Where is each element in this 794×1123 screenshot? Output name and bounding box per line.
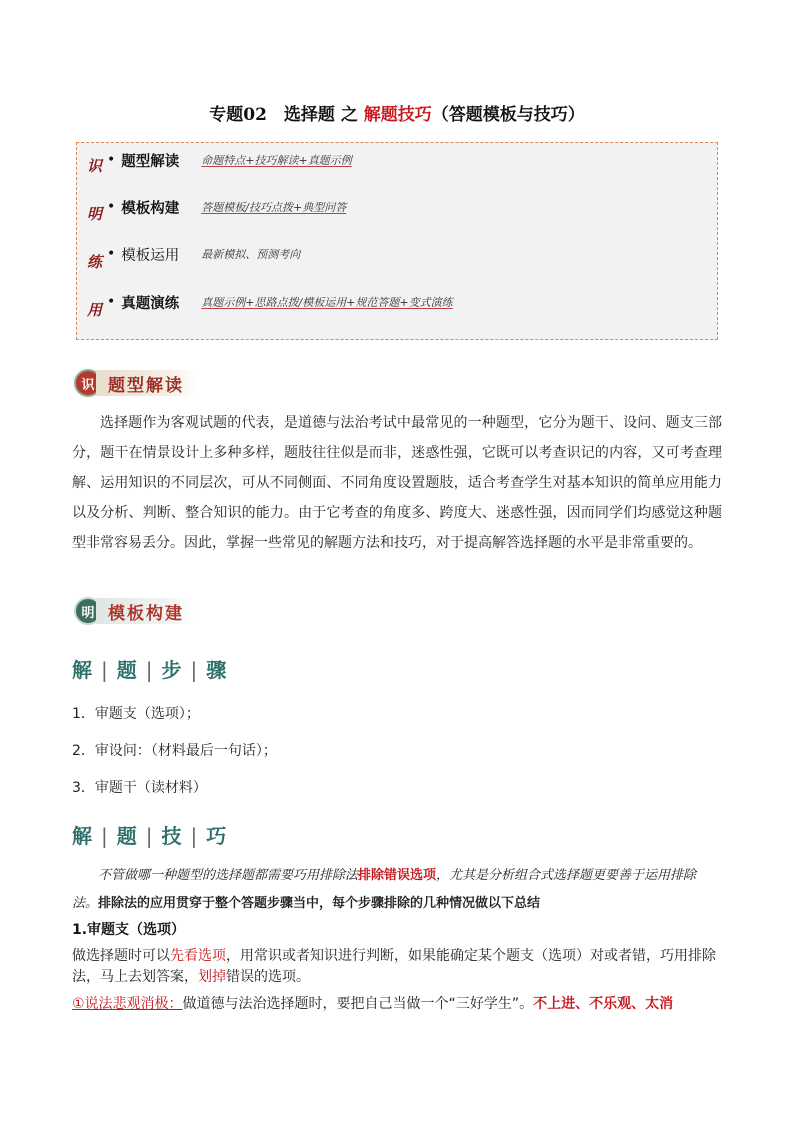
section-title: 题型解读 xyxy=(96,370,198,396)
nav-item-desc: 真题示例+思路点拨/模板运用+规范答题+变式演练 xyxy=(201,296,453,309)
side-char-3: 练 xyxy=(87,253,103,271)
bullet-icon: • xyxy=(107,294,116,310)
nav-item-desc: 答题模板/技巧点拨+典型问答 xyxy=(201,201,347,214)
contents-box xyxy=(76,142,718,340)
tips-intro: 不管做哪一种题型的选择题都需要巧用排除法排除错误选项，尤其是分析组合式选择题更要善于运用排除法。排除法的应用贯穿于整个答题步骤当中，每个步骤排除的几种情况做以下总结 xyxy=(72,868,697,911)
side-char-4: 用 xyxy=(87,301,103,319)
step-item-2: 2．审设问：（材料最后一句话）； xyxy=(72,743,277,759)
step-item-3: 3．审题干（读材料） xyxy=(72,780,207,796)
steps-heading: 解 | 题 | 步 | 骤 xyxy=(72,658,228,682)
section-banner-interpretation xyxy=(74,366,198,400)
nav-item-4[interactable] xyxy=(107,291,453,313)
side-char-2: 明 xyxy=(87,205,103,223)
bullet-icon: • xyxy=(107,152,116,168)
nav-item-label: 题型解读 xyxy=(121,153,180,170)
page-title: 专题02 选择题 之 解题技巧（答题模板与技巧） xyxy=(209,105,585,125)
section-badge-icon: 明 xyxy=(74,597,102,625)
section-title: 模板构建 xyxy=(96,598,198,624)
bullet-icon: • xyxy=(107,246,116,262)
nav-item-2[interactable] xyxy=(107,196,346,218)
bullet-icon: • xyxy=(107,199,116,215)
subheading-options: 1.审题支（选项） xyxy=(72,922,186,938)
nav-item-label: 模板运用 xyxy=(121,247,180,264)
nav-item-desc: 命题特点+技巧解读+真题示例 xyxy=(201,154,352,167)
section-badge-icon: 识 xyxy=(74,369,102,397)
nav-item-1[interactable] xyxy=(107,149,352,171)
section-banner-template xyxy=(74,594,198,628)
nav-item-label: 真题演练 xyxy=(121,295,180,312)
intro-paragraph: 选择题作为客观试题的代表，是道德与法治考试中最常见的一种题型，它分为题干、设问、题支三部分，题干在情景设计上多种多样，题肢往往似是而非，迷惑性强，它既可以考查识记的内容，又可考查理解、运用知识的不同层次，可从不同侧面、不同角度设置题肢，适合考查学生对基本知识的简单应用能力以及分析、判断、整合知识的能力。由于它考查的角度多、跨度大、迷惑性强，因而同学们均感觉这种题型非常容易丢分。因此，掌握一些常见的解题方法和技巧，对于提高解答选择题的水平是非常重要的。 xyxy=(72,415,722,551)
step-item-1: 1．审题支（选项）； xyxy=(72,706,200,722)
tips-heading: 解 | 题 | 技 | 巧 xyxy=(72,824,228,848)
nav-item-desc: 最新模拟、预测考向 xyxy=(201,248,301,261)
options-paragraph: 做选择题时可以先看选项，用常识或者知识进行判断，如果能确定某个题支（选项）对或者错，巧用排除法，马上去划答案，划掉错误的选项。 xyxy=(72,948,716,985)
nav-item-3[interactable] xyxy=(107,243,300,265)
nav-item-label: 模板构建 xyxy=(121,200,180,217)
side-char-1: 识 xyxy=(87,157,103,175)
point-1: ①说法悲观消极：做道德与法治选择题时，要把自己当做一个“三好学生”。不上进、不乐观、太消 xyxy=(72,996,674,1012)
